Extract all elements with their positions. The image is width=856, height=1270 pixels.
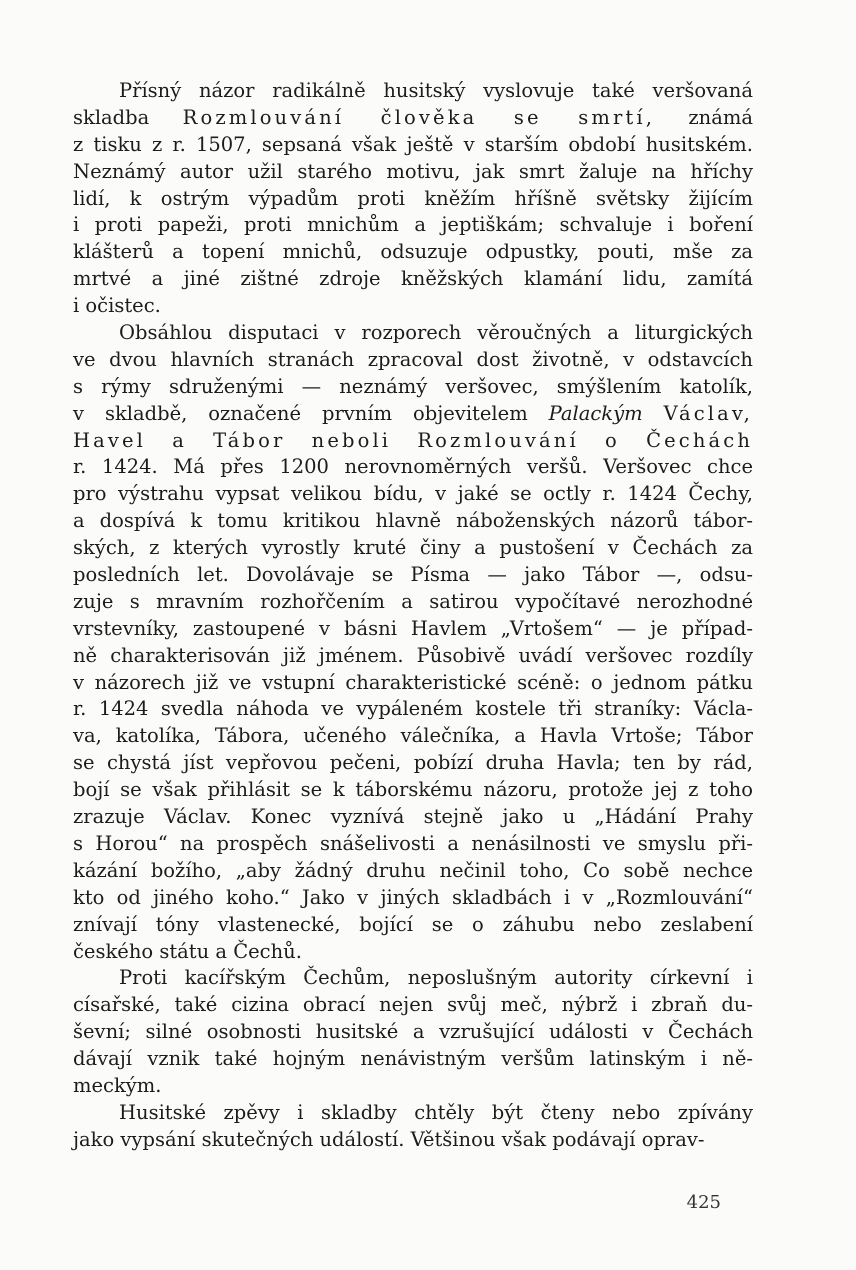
text-segment: pro výstrahu vypsat velikou bídu, v jaké se octly r. 1424 Čechy,: [73, 482, 753, 506]
text-line: [73, 1100, 753, 1127]
text-segment: a dospívá k tomu kritikou hlavně náboženských názorů tábor-: [73, 509, 753, 533]
text-line: [73, 1046, 753, 1073]
page-number: 425: [686, 1192, 721, 1213]
text-segment: skladba: [73, 105, 183, 129]
text-segment: Proti kacířským Čechům, neposlušným autority církevní i: [119, 966, 753, 990]
text-segment: ně charakterisován již jménem. Působivě uvádí veršovec rozdíly: [73, 643, 753, 667]
text-line: [73, 643, 753, 670]
text-line: [73, 885, 753, 912]
text-segment: dávají vznik také hojným nenávistným veršům latinským i ně-: [73, 1047, 753, 1071]
text-line: [73, 401, 753, 428]
text-segment: známá: [655, 105, 753, 129]
text-segment: z tisku z r. 1507, sepsaná však ještě v starším období husitském.: [73, 132, 753, 156]
paragraph: [73, 320, 753, 965]
text-line: [73, 965, 753, 992]
text-segment: s rýmy sdruženými — neznámý veršovec, smýšlením katolík,: [73, 374, 753, 398]
text-segment: s Horou“ na prospěch snášelivosti a nenásilnosti ve smyslu při-: [73, 831, 753, 855]
text-segment: i proti papeži, proti mnichům a jeptiškám; schvaluje i boření: [73, 213, 753, 237]
text-segment: mrtvé a jiné zištné zdroje kněžských klamání lidu, zamítá: [73, 267, 753, 291]
text-line: [73, 670, 753, 697]
text-line: [73, 1073, 753, 1100]
text-line: [73, 831, 753, 858]
text-line: [73, 616, 753, 643]
text-line: [73, 696, 753, 723]
text-line: [73, 804, 753, 831]
text-segment: Neznámý autor užil starého motivu, jak smrt žaluje na hříchy: [73, 159, 753, 183]
text-segment: r. 1424. Má přes 1200 nerovnoměrných veršů. Veršovec chce: [73, 455, 753, 479]
text-line: [73, 1127, 753, 1154]
text-segment: v skladbě, označené prvním objevitelem: [73, 401, 549, 425]
text-line: [73, 535, 753, 562]
text-segment: českého státu a Čechů.: [73, 939, 302, 963]
text-segment: r. 1424 svedla náhoda ve vypáleném kostele tři straníky: Václa-: [73, 697, 753, 721]
text-line: [73, 105, 753, 132]
text-line: [73, 78, 753, 105]
text-segment: znívají tóny vlastenecké, bojící se o záhubu nebo zeslabení: [73, 912, 753, 936]
body-text: [73, 78, 753, 1154]
text-line: [73, 374, 753, 401]
text-segment: meckým.: [73, 1073, 162, 1097]
text-line: [73, 589, 753, 616]
text-segment: v názorech již ve vstupní charakteristické scéně: o jednom pátku: [73, 670, 753, 694]
text-segment: zuje s mravním rozhořčením a satirou vypočítavé nerozhodné: [73, 589, 753, 613]
text-segment: [643, 402, 664, 425]
text-segment: vrstevníky, zastoupené v básni Havlem „Vrtošem“ — je případ-: [73, 616, 753, 640]
text-line: [73, 212, 753, 239]
text-line: [73, 508, 753, 535]
text-line: [73, 454, 753, 481]
text-segment: klášterů a topení mnichů, odsuzuje odpustky, pouti, mše za: [73, 240, 753, 264]
text-segment: ševní; silné osobnosti husitské a vzrušující události v Čechách: [73, 1020, 753, 1044]
paragraph: [73, 965, 753, 1099]
text-segment: lidí, k ostrým výpadům proti kněžím hříšně světsky žijícím: [73, 186, 753, 210]
text-segment: ve dvou hlavních stranách zpracoval dost životně, v odstavcích: [73, 347, 753, 371]
text-line: [73, 939, 753, 966]
text-line: [73, 723, 753, 750]
text-segment: i očistec.: [73, 294, 161, 318]
text-line: [73, 858, 753, 885]
text-line: [73, 481, 753, 508]
text-line: [73, 293, 753, 320]
text-segment: kázání božího, „aby žádný druhu nečinil toho, Co sobě nechce: [73, 858, 753, 882]
spaced-title: Václav,: [663, 401, 754, 425]
text-line: [73, 750, 753, 777]
paragraph: [73, 78, 753, 320]
text-line: [73, 186, 753, 213]
paragraph: [73, 1100, 753, 1154]
text-line: [73, 239, 753, 266]
text-segment: kto od jiného koho.“ Jako v jiných skladbách i v „Rozmlouvání“: [73, 885, 753, 909]
spaced-title: Havel a Tábor neboli Rozmlouvání o Čechách: [73, 428, 753, 452]
text-line: [73, 912, 753, 939]
text-line: [73, 1019, 753, 1046]
text-line: [73, 159, 753, 186]
text-line: [73, 562, 753, 589]
text-line: [73, 266, 753, 293]
text-segment: va, katolíka, Tábora, učeného válečníka, a Havla Vrtoše; Tábor: [73, 724, 753, 748]
text-segment: Přísný názor radikálně husitský vyslovuje také veršovaná: [119, 79, 753, 102]
text-segment: se chystá jíst vepřovou pečeni, pobízí druha Havla; ten by rád,: [73, 751, 753, 775]
text-segment: ských, z kterých vyrostly kruté činy a pustošení v Čechách za: [73, 536, 753, 560]
text-segment: zrazuje Václav. Konec vyznívá stejně jako u „Hádání Prahy: [73, 805, 753, 829]
text-line: [73, 132, 753, 159]
text-segment: bojí se však přihlásit se k táborskému názoru, protože jej z toho: [73, 778, 753, 802]
text-line: [73, 428, 753, 455]
text-segment: Husitské zpěvy i skladby chtěly být čteny nebo zpívány: [119, 1100, 753, 1124]
text-line: [73, 992, 753, 1019]
spaced-title: Rozmlouvání člověka se smrtí,: [182, 105, 656, 129]
text-segment: posledních let. Dovolávaje se Písma — jako Tábor —, odsu-: [73, 563, 753, 587]
text-line: [73, 777, 753, 804]
text-segment: Obsáhlou disputaci v rozporech věroučných a liturgických: [119, 321, 753, 345]
text-segment: jako vypsání skutečných událostí. Většinou však podávají oprav-: [73, 1127, 705, 1151]
text-line: [73, 320, 753, 347]
text-segment: císařské, také cizina obrací nejen svůj meč, nýbrž i zbraň du-: [73, 993, 753, 1017]
italic-name: Palackým: [548, 401, 643, 425]
text-line: [73, 347, 753, 374]
